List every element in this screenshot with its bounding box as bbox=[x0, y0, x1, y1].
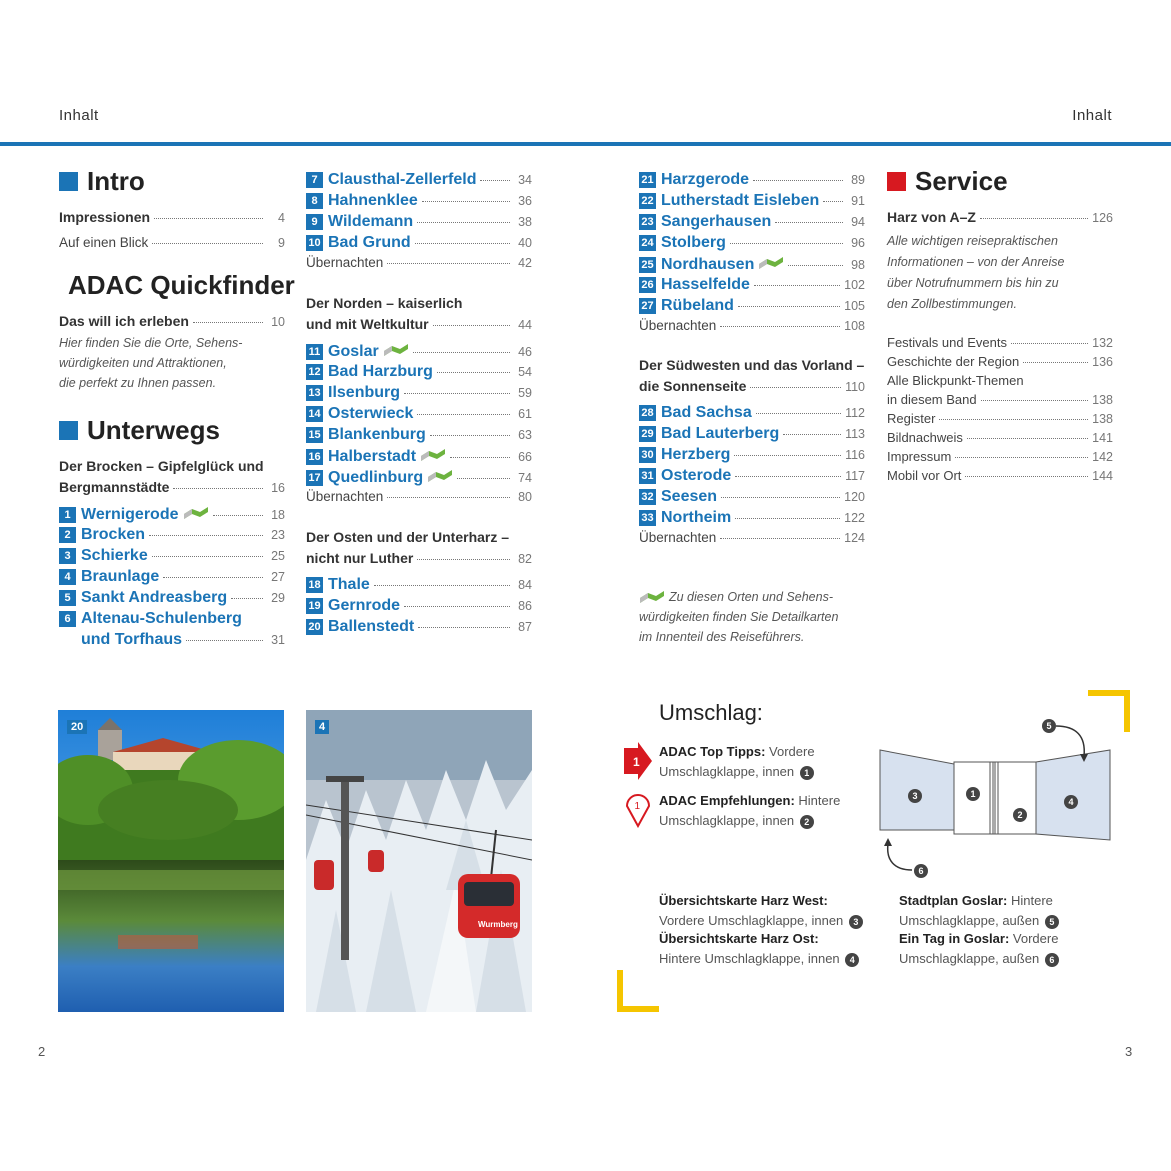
toc-entry[interactable]: Bildnachweis 141 bbox=[887, 430, 1113, 445]
toc-entry[interactable]: Geschichte der Region 136 bbox=[887, 354, 1113, 369]
place-entry[interactable]: 21 Harzgerode 89 bbox=[639, 171, 865, 192]
place-entry[interactable]: 19 Gernrode 86 bbox=[306, 597, 532, 618]
section-service: Service bbox=[887, 166, 1113, 197]
legend-stadtplan-goslar: Stadtplan Goslar: Hintere Umschlagklappe, außen 5 bbox=[899, 891, 1059, 931]
place-entry[interactable]: 24 Stolberg 96 bbox=[639, 234, 865, 255]
svg-text:1: 1 bbox=[634, 801, 641, 812]
place-entry[interactable]: 14 Osterwieck 61 bbox=[306, 405, 532, 426]
place-entry[interactable]: 3 Schierke 25 bbox=[59, 547, 285, 568]
place-entry-continued[interactable]: und Torfhaus 31 bbox=[81, 631, 285, 648]
place-entry[interactable]: 22 Lutherstadt Eisleben 91 bbox=[639, 192, 865, 213]
place-entry[interactable]: 18 Thale 84 bbox=[306, 576, 532, 597]
toc-entry[interactable]: Das will ich erleben 10 bbox=[59, 313, 285, 329]
detail-map-icon bbox=[427, 468, 453, 487]
blue-square-icon bbox=[59, 421, 78, 440]
section-intro: Intro bbox=[59, 166, 285, 197]
place-entry[interactable]: 30 Herzberg 116 bbox=[639, 446, 865, 467]
place-entry[interactable]: 27 Rübeland 105 bbox=[639, 297, 865, 318]
toc-column-2 bbox=[306, 171, 532, 639]
legend-top-tipps: ADAC Top Tipps: Vordere Umschlagklappe, innen 1 bbox=[659, 744, 815, 779]
detail-map-icon bbox=[758, 255, 784, 274]
page-number-left: 2 bbox=[38, 1044, 46, 1059]
quickfinder-description: Hier finden Sie die Orte, Sehens- würdigkeiten und Attraktionen, die perfekt zu Ihnen passen. bbox=[59, 336, 243, 390]
place-entry[interactable]: 17 Quedlinburg 74 bbox=[306, 468, 532, 489]
service-description: Alle wichtigen reisepraktischen Informationen – von der Anreise über Notrufnummern bis hin zu den Zollbestimmungen. bbox=[887, 234, 1065, 311]
fold-number: 2 bbox=[1013, 808, 1027, 822]
toc-entry[interactable]: Auf einen Blick 9 bbox=[59, 235, 285, 250]
detail-map-icon bbox=[420, 447, 446, 466]
place-entry[interactable]: 29 Bad Lauterberg 113 bbox=[639, 425, 865, 446]
page-number-right: 3 bbox=[1125, 1044, 1133, 1059]
photo-castle-lake bbox=[58, 710, 284, 1012]
place-entry[interactable]: 26 Hasselfelde 102 bbox=[639, 276, 865, 297]
running-header-right: Inhalt bbox=[1072, 107, 1112, 124]
toc-column-1 bbox=[59, 166, 295, 652]
region-heading[interactable]: Der Osten und der Unterharz – nicht nur Luther 82 bbox=[306, 529, 532, 566]
legend-harz-ost: Übersichtskarte Harz Ost: Hintere Umschlagklappe, innen 4 bbox=[659, 929, 859, 969]
section-quickfinder: ADAC Quickfinder bbox=[68, 270, 295, 300]
fold-number: 5 bbox=[1042, 719, 1056, 733]
legend-harz-west: Übersichtskarte Harz West: Vordere Umschlagklappe, innen 3 bbox=[659, 891, 863, 931]
place-entry[interactable]: 10 Bad Grund 40 bbox=[306, 234, 532, 255]
toc-entry[interactable]: in diesem Band 138 bbox=[887, 392, 1113, 407]
fold-number: 3 bbox=[908, 789, 922, 803]
detail-map-icon bbox=[383, 342, 409, 361]
place-entry[interactable]: 20 Ballenstedt 87 bbox=[306, 618, 532, 639]
place-entry[interactable]: 6 Altenau-Schulenberg bbox=[59, 610, 285, 631]
region-heading[interactable]: Der Südwesten und das Vorland – die Sonnenseite 110 bbox=[639, 357, 865, 394]
red-square-icon bbox=[887, 172, 906, 191]
place-entry[interactable]: 11 Goslar 46 bbox=[306, 342, 532, 363]
place-entry[interactable]: 5 Sankt Andreasberg 29 bbox=[59, 589, 285, 610]
fold-number: 1 bbox=[966, 787, 980, 801]
legend-tag-in-goslar: Ein Tag in Goslar: Vordere Umschlagklappe, außen 6 bbox=[899, 931, 1059, 966]
photo-number-badge: 20 bbox=[67, 720, 87, 734]
toc-entry[interactable]: Übernachten 108 bbox=[639, 318, 865, 333]
place-entry[interactable]: 32 Seesen 120 bbox=[639, 488, 865, 509]
empfehlungen-icon bbox=[625, 792, 651, 833]
top-tipps-icon bbox=[624, 742, 652, 785]
running-header-left: Inhalt bbox=[59, 107, 99, 124]
region-heading[interactable]: Der Norden – kaiserlich und mit Weltkultur 44 bbox=[306, 295, 532, 332]
place-entry[interactable]: 2 Brocken 23 bbox=[59, 526, 285, 547]
place-entry[interactable]: 4 Braunlage 27 bbox=[59, 568, 285, 589]
place-entry[interactable]: 12 Bad Harzburg 54 bbox=[306, 363, 532, 384]
place-entry[interactable]: 1 Wernigerode 18 bbox=[59, 505, 285, 526]
photo-gondola-snow bbox=[306, 710, 532, 1012]
place-entry[interactable]: 33 Northeim 122 bbox=[639, 509, 865, 530]
region-heading[interactable]: Der Brocken – Gipfelglück und Bergmannstädte 16 bbox=[59, 458, 285, 495]
place-entry[interactable]: 16 Halberstadt 66 bbox=[306, 447, 532, 468]
toc-entry[interactable]: Übernachten 80 bbox=[306, 489, 532, 504]
section-unterwegs: Unterwegs bbox=[59, 415, 285, 446]
toc-entry[interactable]: Register 138 bbox=[887, 411, 1113, 426]
place-entry[interactable]: 8 Hahnenklee 36 bbox=[306, 192, 532, 213]
place-entry[interactable]: 28 Bad Sachsa 112 bbox=[639, 404, 865, 425]
toc-entry[interactable]: Mobil vor Ort 144 bbox=[887, 468, 1113, 483]
toc-column-3 bbox=[639, 171, 865, 647]
cover-fold-diagram bbox=[876, 712, 1116, 887]
toc-entry[interactable]: Übernachten 124 bbox=[639, 530, 865, 545]
toc-entry[interactable]: Festivals und Events 132 bbox=[887, 335, 1113, 350]
place-entry[interactable]: 23 Sangerhausen 94 bbox=[639, 213, 865, 234]
umschlag-title: Umschlag: bbox=[659, 700, 763, 725]
corner-bracket-bottom-left bbox=[617, 970, 659, 1012]
place-entry[interactable]: 7 Clausthal-Zellerfeld 34 bbox=[306, 171, 532, 192]
place-entry[interactable]: 31 Osterode 117 bbox=[639, 467, 865, 488]
place-entry[interactable]: 15 Blankenburg 63 bbox=[306, 426, 532, 447]
toc-entry[interactable]: Alle Blickpunkt-Themen bbox=[887, 373, 1024, 388]
svg-text:1: 1 bbox=[633, 755, 640, 769]
photo-number-badge: 4 bbox=[315, 720, 329, 734]
detail-map-icon bbox=[639, 589, 665, 609]
place-entry[interactable]: 25 Nordhausen 98 bbox=[639, 255, 865, 276]
detail-map-icon bbox=[183, 505, 209, 524]
place-list bbox=[59, 505, 285, 652]
place-entry[interactable]: 9 Wildemann 38 bbox=[306, 213, 532, 234]
place-entry[interactable]: 13 Ilsenburg 59 bbox=[306, 384, 532, 405]
detail-map-note: Zu diesen Orten und Sehens- würdigkeiten finden Sie Detailkarten im Innenteil des Reiseführers. bbox=[639, 590, 839, 644]
fold-number: 4 bbox=[1064, 795, 1078, 809]
legend-empfehlungen: ADAC Empfehlungen: Hintere Umschlagklappe, innen 2 bbox=[659, 793, 841, 828]
toc-entry[interactable]: Impressum 142 bbox=[887, 449, 1113, 464]
toc-entry[interactable]: Übernachten 42 bbox=[306, 255, 532, 270]
toc-column-4 bbox=[887, 166, 1113, 487]
header-rule bbox=[0, 142, 1171, 146]
fold-number: 6 bbox=[914, 864, 928, 878]
blue-square-icon bbox=[59, 172, 78, 191]
toc-entry[interactable]: Impressionen 4 bbox=[59, 209, 285, 225]
gondola-label: Wurmberg bbox=[478, 920, 518, 929]
toc-entry[interactable]: Harz von A–Z 126 bbox=[887, 209, 1113, 225]
